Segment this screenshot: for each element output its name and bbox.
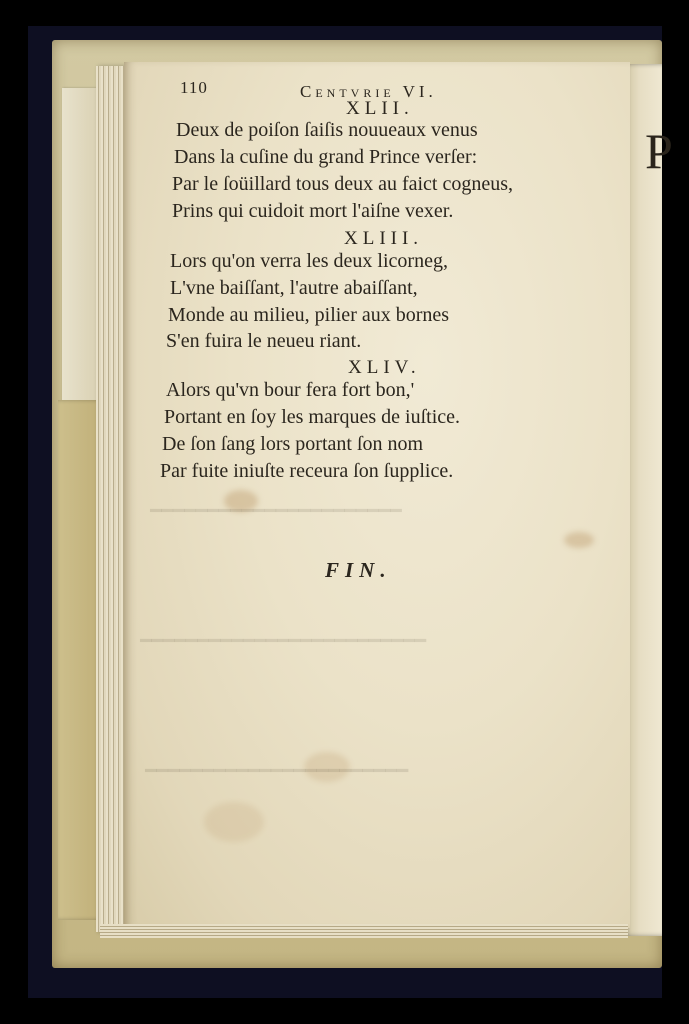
verse-line: Alors qu'vn bour fera fort bon,' (166, 379, 415, 401)
verse-line: Par fuite iniuſte receura ſon ſupplice. (160, 460, 454, 482)
quatrain-numeral: XLIV. (348, 357, 421, 378)
verse-line: Dans la cuſine du grand Prince verſer: (174, 146, 478, 168)
verse-line: Deux de poiſon ſaiſis nouueaux venus (176, 119, 478, 141)
show-through-text: ━━━━━━━━━━━━━━━━━━━━━━━ (145, 761, 409, 782)
quatrain-numeral: XLII. (346, 98, 414, 119)
cover-flyleaf (62, 88, 100, 408)
verse-line: De ſon ſang lors portant ſon nom (162, 433, 424, 455)
page-number: 110 (180, 78, 208, 97)
stain (564, 532, 594, 548)
page-edges-bottom (100, 924, 628, 938)
running-head: Centvrie VI. (300, 82, 437, 101)
fin-marker: FIN. (325, 558, 392, 582)
facing-page-letter: P (645, 123, 673, 179)
verse-line: S'en fuira le neueu riant. (166, 330, 362, 352)
show-through-text: ━━━━━━━━━━━━━━━━━━━━━━ (150, 501, 402, 522)
quatrain-numeral: XLIII. (344, 228, 424, 249)
verse-line: Portant en ſoy les marques de iuſtice. (164, 406, 461, 428)
verse-line: L'vne baiſſant, l'autre abaiſſant, (170, 277, 418, 299)
show-through-text: ━━━━━━━━━━━━━━━━━━━━━━━━━ (140, 631, 426, 652)
verse-line: Prins qui cuidoit mort l'aiſne vexer. (172, 200, 454, 222)
verse-line: Par le ſoüillard tous deux au faict cogneus, (172, 173, 514, 195)
verse-line: Lors qu'on verra les deux licorneg, (170, 250, 448, 272)
stain (204, 802, 264, 842)
verse-line: Monde au milieu, pilier aux bornes (168, 304, 450, 326)
